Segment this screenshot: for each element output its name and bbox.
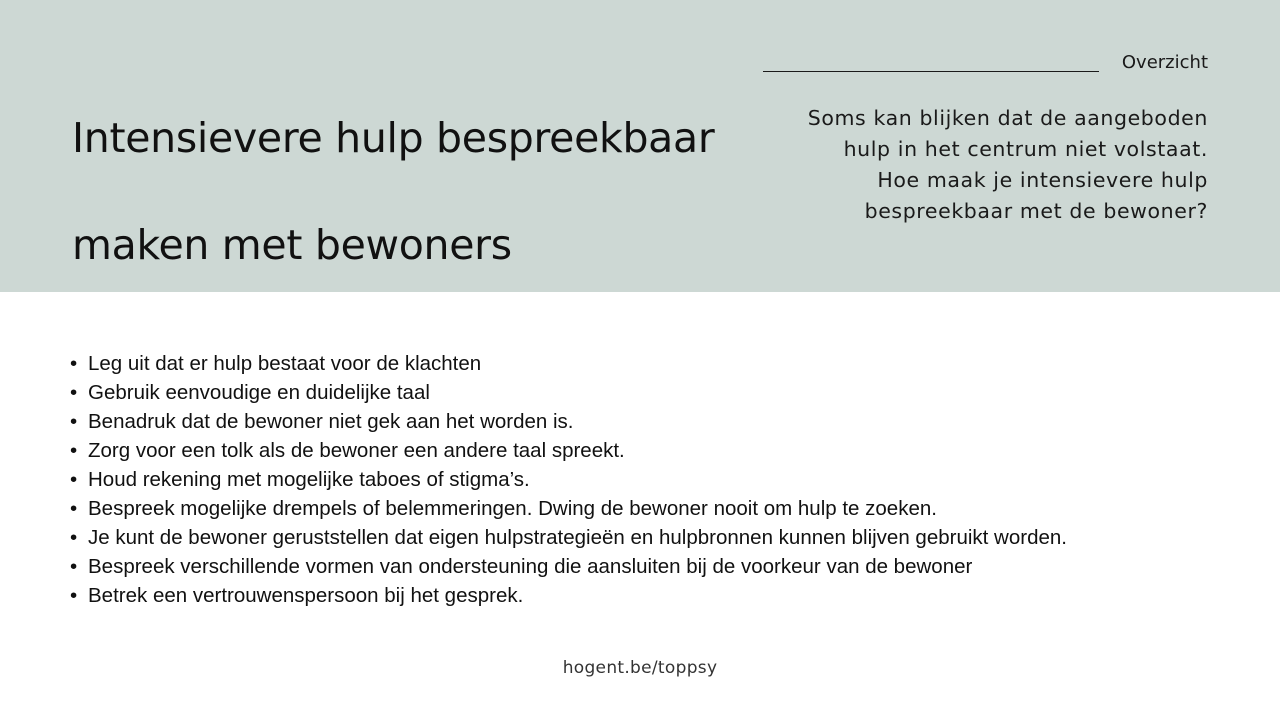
intro-line: hulp in het centrum niet volstaat. — [843, 137, 1208, 161]
slide-title-line-1: Intensievere hulp bespreekbaar — [72, 114, 715, 162]
slide-title-line-2: maken met bewoners — [72, 221, 512, 269]
bullet-item: • Bespreek verschillende vormen van ondersteuning die aansluiten bij de voorkeur van de bewoner — [70, 552, 1090, 581]
intro-text — [758, 103, 1208, 227]
intro-line: Hoe maak je intensievere hulp — [877, 168, 1208, 192]
bullet-item: • Benadruk dat de bewoner niet gek aan het worden is. — [70, 407, 1090, 436]
bullet-item: • Gebruik eenvoudige en duidelijke taal — [70, 378, 1090, 407]
bullet-item: • Bespreek mogelijke drempels of belemmeringen. Dwing de bewoner nooit om hulp te zoeken. — [70, 494, 1090, 523]
bullet-item: • Leg uit dat er hulp bestaat voor de klachten — [70, 349, 1090, 378]
intro-line: Soms kan blijken dat de aangeboden — [807, 106, 1208, 130]
bullet-item: • Houd rekening met mogelijke taboes of stigma’s. — [70, 465, 1090, 494]
footer-url: hogent.be/toppsy — [562, 658, 718, 678]
bullet-item: • Betrek een vertrouwenspersoon bij het gesprek. — [70, 581, 1090, 610]
section-label: Overzicht — [1121, 52, 1208, 73]
bullet-list — [70, 349, 1090, 610]
intro-line: bespreekbaar met de bewoner? — [864, 199, 1208, 223]
section-divider — [763, 71, 1099, 72]
bullet-item: • Zorg voor een tolk als de bewoner een andere taal spreekt. — [70, 436, 1090, 465]
slide-title — [72, 85, 732, 299]
bullet-item: • Je kunt de bewoner geruststellen dat eigen hulpstrategieën en hulpbronnen kunnen blijven gebruikt worden. — [70, 523, 1090, 552]
